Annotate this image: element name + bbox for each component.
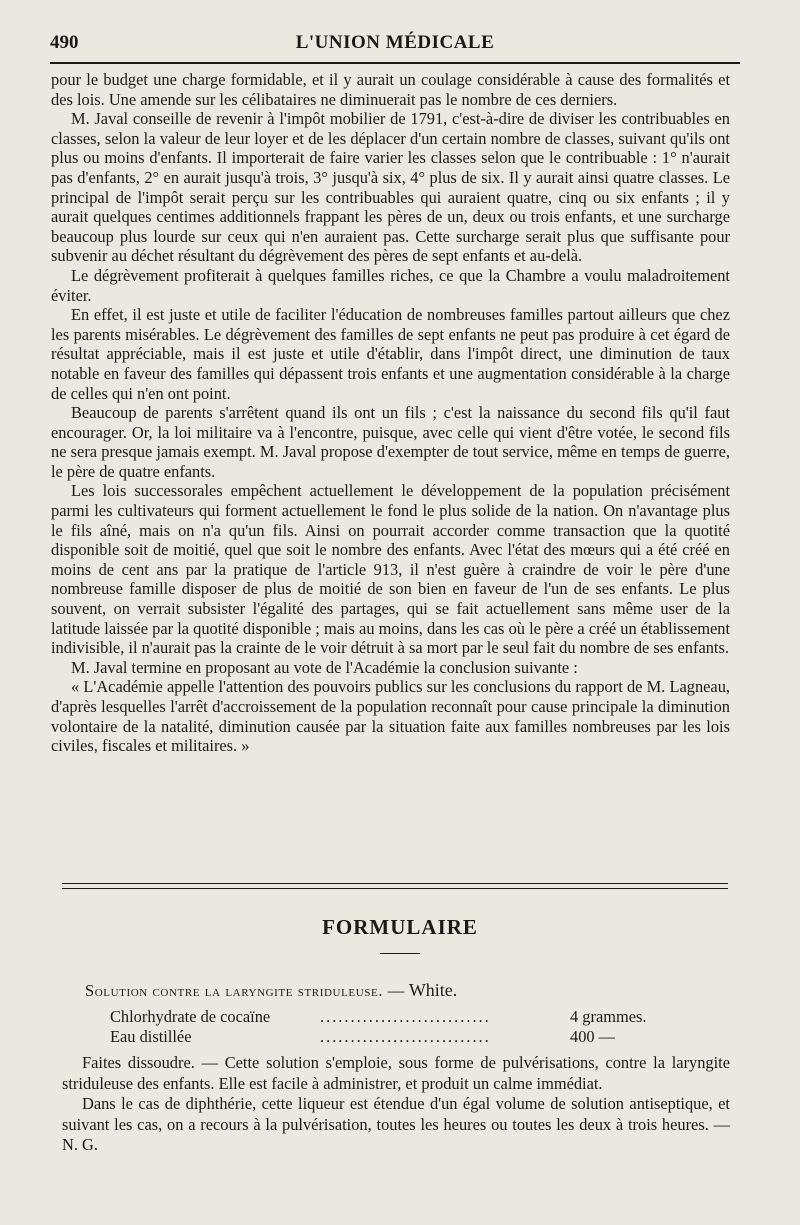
paragraph: Dans le cas de diphthérie, cette liqueur est étendue d'un égal volume de solution antiseptique, et suivant les cas, on a recours à la pulvérisation, toutes les heures ou toutes les deux à trois heures. — N. G.	[62, 1094, 730, 1154]
ingredient-row	[110, 1027, 680, 1047]
ingredient-name: Eau distillée	[110, 1027, 192, 1046]
journal-title: L'UNION MÉDICALE	[295, 32, 495, 53]
paragraph: Les lois successorales empêchent actuellement le développement de la population précisément parmi les cultivateurs qui forment actuellement le fond le plus solide de la nation. On n'avantage plus le fils aîné, mais on n'a qu'un fils. Ainsi on pourrait accorder comme transaction que la quotité disponible soit de moitié, quel que soit le nombre des enfants. Avec l'état des mœurs qui a été créé en moins de cent ans par la pratique de l'article 913, il n'est guère à craindre de voir le père d'une nombreuse famille disposer de plus de moitié de son bien en faveur de l'un de ses enfants. Le plus souvent, on verrait subsister l'égalité des partages, qui se fait actuellement sans même user de la latitude laissée par la quotité disponible ; mais au moins, dans les cas où le père a créé un établissement indivisible, il n'aurait pas la crainte de le voir détruit à sa mort par le seul fait du nombre de ses enfants.	[51, 481, 730, 658]
section-title: FORMULAIRE	[322, 915, 478, 939]
formula-instructions	[62, 1053, 730, 1156]
recipe-author: White.	[408, 980, 458, 1000]
recipe-name: Solution contre la laryngite striduleuse. —	[85, 981, 405, 1000]
ingredient-quantity: 4 grammes.	[570, 1007, 647, 1026]
paragraph: Le dégrèvement profiterait à quelques familles riches, ce que la Chambre a voulu maladroitement éviter.	[51, 265, 730, 305]
paragraph: En effet, il est juste et utile de faciliter l'éducation de nombreuses familles partout ailleurs que chez les parents misérables. Le dégrèvement des familles de sept enfants ne peut pas produire à cet égard de résultat appréciable, mais il est juste et utile d'établir, dans l'impôt direct, une diminution de taux notable en faveur des familles qui dépassent trois enfants et une augmentation considérable à la charge de celles qui n'en ont point.	[51, 305, 730, 403]
ingredient-row	[110, 1007, 680, 1027]
paragraph: M. Javal termine en proposant au vote de l'Académie la conclusion suivante :	[71, 657, 578, 677]
ingredient-name: Chlorhydrate de cocaïne	[110, 1007, 271, 1026]
leader-dots: ............................	[320, 1027, 491, 1046]
title-underline	[380, 953, 420, 954]
paragraph: Beaucoup de parents s'arrêtent quand ils ont un fils ; c'est la naissance du second fils qu'il faut encourager. Or, la loi militaire va à l'encontre, puisque, avec celle qui vient d'être votée, le second fils ne sera presque jamais exempt. M. Javal propose d'exempter de tout service, même en temps de guerre, le père de quatre enfants.	[51, 403, 730, 481]
recipe-title	[85, 980, 457, 1001]
page-number: 490	[50, 32, 79, 53]
header-rule	[50, 62, 740, 64]
ingredient-quantity: 400 —	[570, 1027, 616, 1046]
paragraph: pour le budget une charge formidable, et il y aurait un coulage considérable à cause des formalités et des lois. Une amende sur les célibataires ne diminuerait pas le nombre de ces derniers.	[51, 70, 730, 109]
quoted-conclusion: « L'Académie appelle l'attention des pouvoirs publics sur les conclusions du rapport de M. Lagneau, d'après lesquelles l'arrêt d'accroissement de la population reconnaît pour cause principale la diminution volontaire de la natalité, diminution causée par la situation faite aux familles nombreuses par les lois civiles, fiscales et militaires. »	[51, 677, 730, 756]
paragraph: M. Javal conseille de revenir à l'impôt mobilier de 1791, c'est-à-dire de diviser les contribuables en classes, selon la valeur de leur loyer et de les déplacer d'un certain nombre de classes, suivant qu'ils ont plus ou moins d'enfants. Il importerait de faire varier les classes selon que le contribuable : 1° n'aurait pas d'enfants, 2° en aurait jusqu'à trois, 3° jusqu'à six, 4° plus de six. Il y aurait ainsi quatre classes. Le principal de l'impôt serait perçu sur les contribuables qui auraient quatre, cinq ou six enfants ; il y aurait quelques centimes additionnels frappant les pères de un, deux ou trois enfants, et une surcharge beaucoup plus lourde sur ceux qui n'en auraient pas. Cette surcharge serait plus que suffisante pour subvenir au déchet résultant du dégrèvement des pères de sept enfants et au-delà.	[51, 109, 730, 266]
paragraph: Faites dissoudre. — Cette solution s'emploie, sous forme de pulvérisations, contre la laryngite striduleuse des enfants. Elle est facile à administrer, et produit un calme immédiat.	[62, 1053, 730, 1093]
page-header	[50, 28, 740, 58]
leader-dots: ............................	[320, 1007, 491, 1026]
article-body	[51, 70, 730, 756]
section-divider	[62, 883, 728, 889]
